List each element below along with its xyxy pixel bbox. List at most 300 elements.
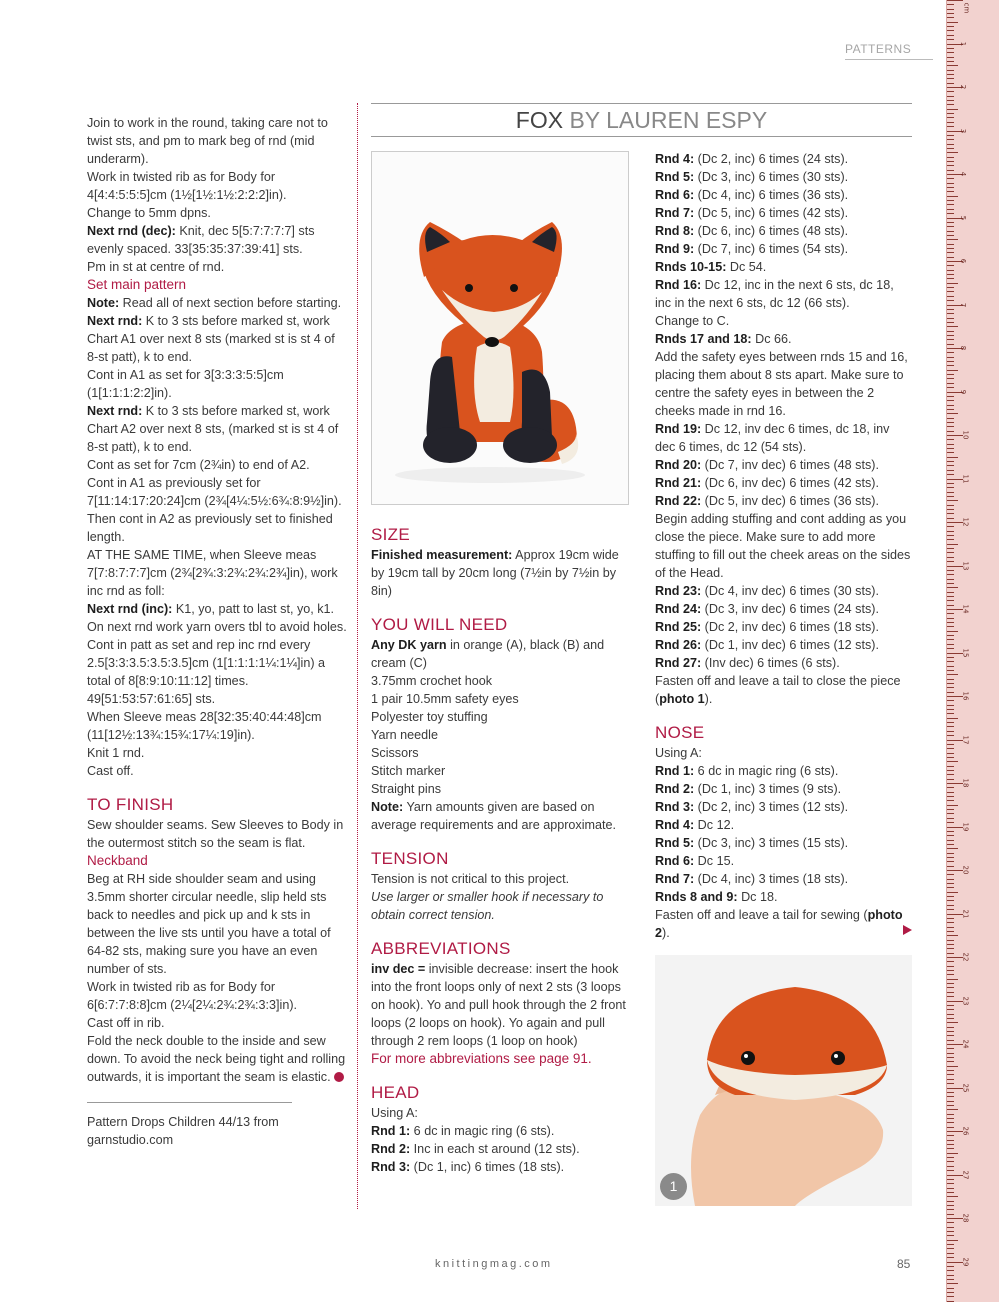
ruler-tick — [947, 39, 954, 40]
ruler-tick — [947, 683, 954, 684]
ruler-tick — [947, 631, 958, 632]
subheading-main-pattern: Set main pattern — [87, 277, 187, 292]
ruler-tick — [947, 231, 954, 232]
ruler-tick — [947, 135, 954, 136]
ruler-tick — [947, 1231, 954, 1232]
ruler-tick — [947, 966, 954, 967]
ruler-tick — [947, 200, 954, 201]
ruler-tick — [947, 800, 954, 801]
para: Rnd 3: (Dc 1, inc) 6 times (18 sts). — [371, 1160, 565, 1174]
ruler-tick — [947, 922, 954, 923]
ruler-tick — [947, 1127, 954, 1128]
ruler-tick — [947, 709, 954, 710]
ruler-tick — [947, 1244, 954, 1245]
ruler-label: 12 — [961, 517, 970, 527]
ruler-tick — [947, 535, 954, 536]
ruler-tick — [947, 378, 954, 379]
para: Next rnd (dec): Knit, dec 5[5:7:7:7:7] sts evenly spaced. 33[35:35:37:39:41] sts. — [87, 224, 315, 256]
ruler-tick — [947, 879, 954, 880]
ruler-label: 1 — [959, 41, 968, 46]
para: Rnds 8 and 9: Dc 18. — [655, 890, 778, 904]
ruler-tick — [947, 117, 954, 118]
ruler-label: 19 — [961, 822, 970, 831]
measuring-ruler — [946, 0, 999, 1302]
ruler-tick — [947, 722, 954, 723]
ruler-tick — [947, 661, 954, 662]
ruler-tick — [947, 592, 954, 593]
ruler-tick — [947, 326, 958, 327]
ruler-tick — [947, 57, 954, 58]
article-title — [371, 103, 912, 137]
ruler-tick — [947, 944, 954, 945]
footer-site: knittingmag.com — [435, 1258, 553, 1270]
ruler-tick — [947, 887, 954, 888]
ruler-tick — [947, 396, 954, 397]
ruler-tick — [947, 483, 954, 484]
para: Rnd 6: (Dc 4, inc) 6 times (36 sts). — [655, 188, 849, 202]
ruler-label: 24 — [961, 1039, 970, 1049]
list-item: Straight pins — [371, 782, 442, 796]
para: Rnd 9: (Dc 7, inc) 6 times (54 sts). — [655, 242, 849, 256]
ruler-tick — [947, 753, 954, 754]
ruler-label: 9 — [959, 389, 968, 394]
ruler-tick — [947, 361, 954, 362]
ruler-tick — [947, 761, 958, 762]
para: Rnd 20: (Dc 7, inv dec) 6 times (48 sts). — [655, 458, 879, 472]
section-label: PATTERNS — [845, 42, 933, 60]
ruler-tick — [947, 700, 954, 701]
ruler-tick — [947, 1066, 958, 1067]
ruler-tick — [947, 383, 954, 384]
para: Next rnd: K to 3 sts before marked st, work Chart A2 over next 8 sts, (marked st is st 4 of 8-st patt), k to end. — [87, 404, 339, 454]
ruler-tick — [947, 809, 954, 810]
ruler-tick — [947, 357, 954, 358]
ruler-label: 23 — [961, 996, 970, 1005]
heading-abbreviations: ABBREVIATIONS — [371, 939, 511, 958]
para: Cast off. — [87, 764, 134, 778]
ruler-tick — [947, 1157, 954, 1158]
ruler-tick — [947, 413, 958, 414]
ruler-tick — [947, 861, 954, 862]
para: Fasten off and leave a tail for sewing (photo 2). — [655, 908, 903, 940]
para: Fasten off and leave a tail to close the piece (photo 1). — [655, 674, 901, 706]
para: Use larger or smaller hook if necessary to obtain correct tension. — [371, 890, 604, 922]
ruler-tick — [947, 822, 954, 823]
ruler-tick — [947, 1266, 954, 1267]
ruler-tick — [947, 74, 954, 75]
ruler-tick — [947, 818, 954, 819]
ruler-tick — [947, 365, 954, 366]
ruler-tick — [947, 1161, 954, 1162]
ruler-tick — [947, 544, 958, 545]
para: Cont in A1 as previously set for 7[11:14:17:20:24]cm (2¾[4¼:5½:6¾:8:9½]in). — [87, 476, 342, 508]
ruler-label: 15 — [961, 648, 970, 657]
ruler-tick — [947, 22, 958, 23]
para: Next rnd: K to 3 sts before marked st, work Chart A1 over next 8 sts (marked st is st 4 of 8-st patt), k to end. — [87, 314, 335, 364]
ruler-tick — [947, 1296, 954, 1297]
ruler-tick — [947, 1135, 954, 1136]
ruler-label: cm — [962, 2, 971, 14]
ruler-tick — [947, 1148, 954, 1149]
ruler-tick — [947, 418, 954, 419]
para: Rnds 10-15: Dc 54. — [655, 260, 767, 274]
para: Note: Read all of next section before starting. — [87, 296, 342, 310]
ruler-tick — [947, 766, 954, 767]
ruler-tick — [947, 731, 954, 732]
para: Rnd 2: Inc in each st around (12 sts). — [371, 1142, 580, 1156]
ruler-label: 16 — [961, 691, 970, 701]
ruler-tick — [947, 1205, 954, 1206]
para: Finished measurement: Approx 19cm wide by 19cm tall by 20cm long (7½in by 7½in by 8in) — [371, 548, 619, 598]
ruler-tick — [947, 26, 954, 27]
ruler-tick — [947, 78, 954, 79]
ruler-tick — [947, 1027, 954, 1028]
para: Beg at RH side shoulder seam and using 3.5mm shorter circular needle, slip held sts back to needles and pick up and k sts in between the live sts until you have a total of 64-82 sts, making sure you have an even number of sts. — [87, 872, 331, 976]
ruler-tick — [947, 1227, 954, 1228]
ruler-tick — [947, 235, 954, 236]
ruler-tick — [947, 113, 954, 114]
ruler-tick — [947, 687, 954, 688]
ruler-tick — [947, 1074, 954, 1075]
ruler-tick — [947, 187, 954, 188]
para: Rnd 27: (Inv dec) 6 times (6 sts). — [655, 656, 840, 670]
ruler-tick — [947, 139, 954, 140]
ruler-tick — [947, 0, 963, 1]
ruler-tick — [947, 996, 954, 997]
ruler-tick — [947, 13, 954, 14]
ruler-tick — [947, 1179, 954, 1180]
ruler-tick — [947, 270, 954, 271]
para: Rnd 25: (Dc 2, inv dec) 6 times (18 sts). — [655, 620, 879, 634]
para: Rnd 22: (Dc 5, inv dec) 6 times (36 sts). — [655, 494, 879, 508]
para: Rnd 5: (Dc 3, inc) 6 times (30 sts). — [655, 170, 849, 184]
ruler-tick — [947, 17, 954, 18]
ruler-tick — [947, 287, 954, 288]
ruler-tick — [947, 583, 954, 584]
ruler-tick — [947, 1209, 954, 1210]
ruler-tick — [947, 992, 954, 993]
ruler-tick — [947, 579, 954, 580]
ruler-tick — [947, 457, 958, 458]
ruler-tick — [947, 1140, 954, 1141]
ruler-label: 10 — [961, 430, 970, 440]
ruler-tick — [947, 1153, 958, 1154]
list-item: 3.75mm crochet hook — [371, 674, 493, 688]
para: Fold the neck double to the inside and sew down. To avoid the neck being tight and rolling outwards, it is important the seam is elastic. — [87, 1034, 346, 1084]
ruler-tick — [947, 774, 954, 775]
para: Tension is not critical to this project. — [371, 872, 570, 886]
heading-size: SIZE — [371, 525, 410, 544]
ruler-tick — [947, 1040, 954, 1041]
ruler-tick — [947, 635, 954, 636]
ruler-tick — [947, 122, 954, 123]
heading-to-finish: TO FINISH — [87, 795, 174, 814]
ruler-tick — [947, 613, 954, 614]
ruler-tick — [947, 465, 954, 466]
ruler-tick — [947, 244, 954, 245]
heading-you-will-need: YOU WILL NEED — [371, 615, 508, 634]
ruler-tick — [947, 974, 954, 975]
ruler-label: 22 — [961, 952, 970, 962]
para: Pm in st at centre of rnd. — [87, 260, 225, 274]
ruler-tick — [947, 1057, 954, 1058]
ruler-tick — [947, 1061, 954, 1062]
ruler-tick — [947, 1235, 954, 1236]
ruler-tick — [947, 331, 954, 332]
ruler-tick — [947, 792, 954, 793]
ruler-label: 8 — [959, 345, 968, 351]
ruler-tick — [947, 1092, 954, 1093]
ruler-tick — [947, 157, 954, 158]
ruler-tick — [947, 1053, 954, 1054]
ruler-tick — [947, 644, 954, 645]
ruler-tick — [947, 1083, 954, 1084]
ruler-tick — [947, 409, 954, 410]
ruler-tick — [947, 587, 958, 588]
ruler-tick — [947, 492, 954, 493]
credit: Pattern Drops Children 44/13 from garnstudio.com — [87, 1115, 279, 1147]
ruler-tick — [947, 505, 954, 506]
ruler-tick — [947, 840, 954, 841]
ruler-tick — [947, 91, 954, 92]
para: Then cont in A2 as previously set to finished length. — [87, 512, 333, 544]
ruler-tick — [947, 144, 954, 145]
ruler-tick — [947, 918, 954, 919]
ruler-tick — [947, 844, 954, 845]
ruler-tick — [947, 265, 954, 266]
title-by: BY LAUREN ESPY — [563, 107, 768, 133]
ruler-tick — [947, 296, 954, 297]
ruler-tick — [947, 848, 958, 849]
ruler-label: 5 — [959, 215, 968, 220]
page-number: 85 — [897, 1257, 911, 1271]
ruler-tick — [947, 1022, 958, 1023]
ruler-tick — [947, 52, 954, 53]
ruler-label: 17 — [961, 735, 970, 744]
ruler-tick — [947, 744, 954, 745]
ruler-tick — [947, 1114, 954, 1115]
ruler-tick — [947, 757, 954, 758]
para: Any DK yarn in orange (A), black (B) and cream (C) — [371, 638, 605, 670]
ruler-label: 2 — [959, 84, 968, 90]
ruler-tick — [947, 1275, 954, 1276]
ruler-tick — [947, 796, 954, 797]
para: Begin adding stuffing and cont adding as you close the piece. Make sure to add more stuffing to fill out the cheek areas on the sides of the Head. — [655, 512, 911, 580]
para: Knit 1 rnd. — [87, 746, 145, 760]
ruler-tick — [947, 979, 958, 980]
ruler-label: 7 — [959, 302, 968, 307]
ruler-tick — [947, 626, 954, 627]
ruler-tick — [947, 100, 954, 101]
column-divider — [357, 103, 358, 1209]
ruler-tick — [947, 474, 954, 475]
ruler-tick — [947, 1048, 954, 1049]
ruler-tick — [947, 487, 954, 488]
para: When Sleeve meas 28[32:35:40:44:48]cm (11[12½:13¾:15¾:17¼:19]in). — [87, 710, 322, 742]
nose-photo — [655, 955, 912, 1206]
ruler-tick — [947, 909, 954, 910]
ruler-tick — [947, 552, 954, 553]
ruler-tick — [947, 1170, 954, 1171]
para: Change to 5mm dpns. — [87, 206, 211, 220]
ruler-tick — [947, 1166, 954, 1167]
ruler-tick — [947, 152, 958, 153]
ruler-tick — [947, 431, 954, 432]
list-item: Yarn needle — [371, 728, 438, 742]
ruler-tick — [947, 927, 954, 928]
ruler-tick — [947, 557, 954, 558]
ruler-tick — [947, 70, 954, 71]
ruler-tick — [947, 170, 954, 171]
ruler-tick — [947, 570, 954, 571]
ruler-tick — [947, 1196, 958, 1197]
ruler-label: 28 — [961, 1213, 970, 1223]
ruler-tick — [947, 1035, 954, 1036]
para: Cast off in rib. — [87, 1016, 165, 1030]
ruler-tick — [947, 787, 954, 788]
ruler-tick — [947, 518, 954, 519]
ruler-tick — [947, 9, 954, 10]
para: Add the safety eyes between rnds 15 and 16, placing them about 8 sts apart. Make sure to centre the safety eyes in between the 2 cheeks made in rnd 16. — [655, 350, 908, 418]
ruler-tick — [947, 726, 954, 727]
ruler-tick — [947, 574, 954, 575]
ruler-tick — [947, 213, 954, 214]
ruler-tick — [947, 987, 954, 988]
ruler-tick — [947, 257, 954, 258]
ruler-tick — [947, 883, 954, 884]
para: Note: Yarn amounts given are based on average requirements and are approximate. — [371, 800, 617, 832]
ruler-tick — [947, 896, 954, 897]
ruler-tick — [947, 96, 954, 97]
ruler-tick — [947, 874, 954, 875]
ruler-tick — [947, 940, 954, 941]
ruler-tick — [947, 713, 954, 714]
para: Rnd 26: (Dc 1, inv dec) 6 times (12 sts). — [655, 638, 879, 652]
ruler-tick — [947, 400, 954, 401]
ruler-tick — [947, 370, 958, 371]
ruler-tick — [947, 1079, 954, 1080]
list-item: 1 pair 10.5mm safety eyes — [371, 692, 519, 706]
ruler-tick — [947, 674, 958, 675]
ruler-tick — [947, 770, 954, 771]
ruler-tick — [947, 309, 954, 310]
ruler-tick — [947, 209, 954, 210]
ruler-tick — [947, 1270, 954, 1271]
column-3 — [655, 150, 913, 942]
ruler-tick — [947, 274, 954, 275]
ruler-tick — [947, 48, 954, 49]
ruler-tick — [947, 148, 954, 149]
ruler-tick — [947, 539, 954, 540]
para: Rnd 8: (Dc 6, inc) 6 times (48 sts). — [655, 224, 849, 238]
ruler-tick — [947, 291, 954, 292]
ruler-tick — [947, 526, 954, 527]
ruler-tick — [947, 61, 954, 62]
ruler-tick — [947, 444, 954, 445]
para: Rnd 21: (Dc 6, inv dec) 6 times (42 sts). — [655, 476, 879, 490]
column-1 — [87, 114, 349, 1149]
ruler-tick — [947, 1192, 954, 1193]
ruler-tick — [947, 496, 954, 497]
ruler-tick — [947, 313, 954, 314]
ruler-tick — [947, 1240, 958, 1241]
para: Cont in patt as set and rep inc rnd every 2.5[3:3:3.5:3.5:3.5]cm (1[1:1:1:1¼:1¼]in) a total of 8[8:9:10:11:12] times. 49[51:53:57:61:65] sts. — [87, 638, 326, 706]
ruler-tick — [947, 639, 954, 640]
ruler-tick — [947, 835, 954, 836]
ruler-tick — [947, 948, 954, 949]
ruler-tick — [947, 805, 958, 806]
para: Rnds 17 and 18: Dc 66. — [655, 332, 792, 346]
ruler-tick — [947, 1118, 954, 1119]
ruler-label: 4 — [959, 171, 968, 177]
ruler-tick — [947, 104, 954, 105]
ruler-tick — [947, 718, 958, 719]
para: Rnd 3: (Dc 2, inc) 3 times (12 sts). — [655, 800, 849, 814]
ruler-label: 3 — [959, 128, 968, 133]
para: Work in twisted rib as for Body for 4[4:4:5:5:5]cm (1½[1½:1½:2:2:2]in). — [87, 170, 287, 202]
ruler-tick — [947, 935, 958, 936]
ruler-tick — [947, 183, 954, 184]
ruler-tick — [947, 439, 954, 440]
ruler-tick — [947, 500, 958, 501]
fox-photo — [371, 151, 629, 505]
ruler-tick — [947, 735, 954, 736]
ruler-tick — [947, 165, 954, 166]
ruler-label: 6 — [959, 258, 968, 264]
ruler-tick — [947, 900, 954, 901]
ruler-tick — [947, 1014, 954, 1015]
para: Rnd 5: (Dc 3, inc) 3 times (15 sts). — [655, 836, 849, 850]
para: AT THE SAME TIME, when Sleeve meas 7[7:8:7:7:7]cm (2¾[2¾:3:2¾:2¾:2¾]in), work inc rnd as foll: — [87, 548, 338, 598]
ruler-tick — [947, 83, 954, 84]
ruler-tick — [947, 983, 954, 984]
para: Rnd 7: (Dc 4, inc) 3 times (18 sts). — [655, 872, 849, 886]
ruler-tick — [947, 196, 958, 197]
ruler-tick — [947, 1122, 954, 1123]
ruler-tick — [947, 1288, 954, 1289]
list-item: Stitch marker — [371, 764, 446, 778]
ruler-tick — [947, 961, 954, 962]
para: Rnd 16: Dc 12, inc in the next 6 sts, dc 18, inc in the next 6 sts, dc 12 (66 sts). — [655, 278, 894, 310]
ruler-tick — [947, 4, 954, 5]
list-item: Scissors — [371, 746, 419, 760]
title-main: FOX — [515, 107, 564, 133]
ruler-tick — [947, 1301, 954, 1302]
ruler-tick — [947, 461, 954, 462]
ruler-tick — [947, 204, 954, 205]
ruler-tick — [947, 191, 954, 192]
para: Rnd 7: (Dc 5, inc) 6 times (42 sts). — [655, 206, 849, 220]
para: Change to C. — [655, 314, 730, 328]
para: On next rnd work yarn overs tbl to avoid holes. — [87, 620, 347, 634]
ruler-tick — [947, 470, 954, 471]
ruler-tick — [947, 239, 958, 240]
ruler-tick — [947, 1101, 954, 1102]
ruler-tick — [947, 178, 954, 179]
ruler-tick — [947, 335, 954, 336]
ruler-tick — [947, 374, 954, 375]
continue-arrow-icon — [903, 925, 912, 935]
ruler-tick — [947, 531, 954, 532]
ruler-tick — [947, 1070, 954, 1071]
ruler-tick — [947, 1222, 954, 1223]
ruler-tick — [947, 605, 954, 606]
ruler-tick — [947, 1105, 954, 1106]
para: Rnd 2: (Dc 1, inc) 3 times (9 sts). — [655, 782, 842, 796]
ruler-tick — [947, 600, 954, 601]
ruler-tick — [947, 278, 954, 279]
ruler-label: 14 — [961, 604, 970, 614]
